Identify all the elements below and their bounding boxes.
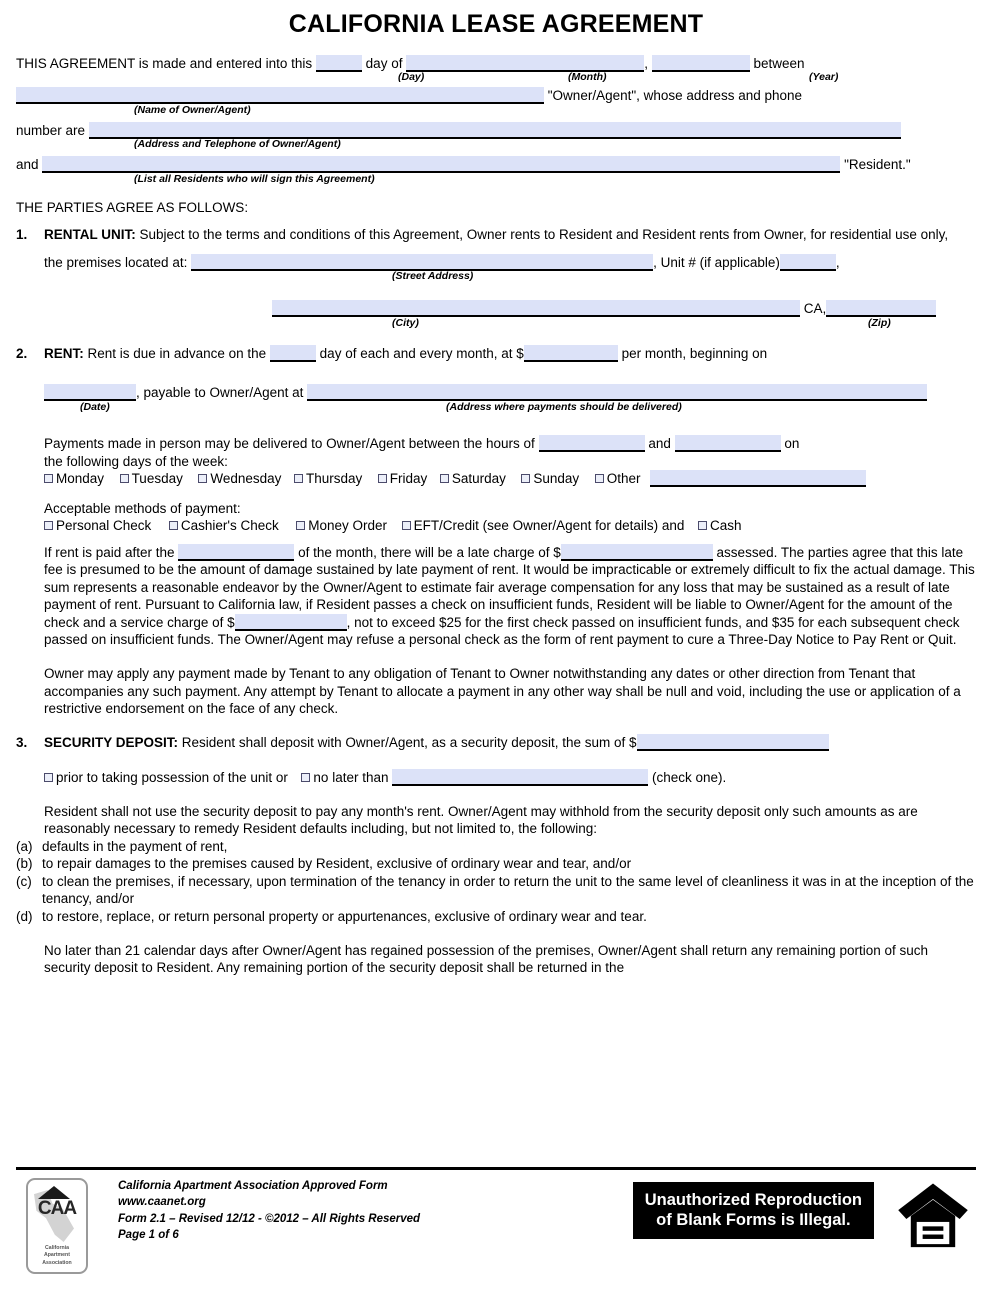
caption-owner-name: (Name of Owner/Agent) [134, 103, 251, 116]
day-label-monday: Monday [56, 471, 105, 487]
street-caption-row [16, 271, 976, 284]
caption-residents: (List all Residents who will sign this Agreement) [134, 172, 375, 185]
rent-begin-date-field[interactable] [44, 384, 136, 401]
month-field[interactable] [406, 55, 644, 72]
list-item [16, 855, 976, 873]
clause-3-security-deposit [16, 734, 976, 752]
days-of-week-row [44, 470, 976, 488]
city-field[interactable] [272, 300, 800, 317]
caption-zip: (Zip) [868, 316, 891, 329]
list-item-text: defaults in the payment of rent, [42, 838, 228, 854]
rent-text-2: day of each and every month, at $ [319, 345, 524, 361]
deposit-withholding-paragraph: Resident shall not use the security deposit to pay any month's rent. Owner/Agent may withhold from the security deposit only such amounts as are reasonably necessary to remedy Resident defaults including, but not limited to, the following: [44, 803, 918, 837]
footer-approved-form-line: California Apartment Association Approved Form [118, 1180, 388, 1192]
clause-1-rental-unit [16, 226, 976, 244]
caption-street-address: (Street Address) [392, 270, 474, 283]
caa-sub-line-2: Apartment [44, 1252, 70, 1259]
parties-agree-heading: THE PARTIES AGREE AS FOLLOWS: [16, 199, 249, 215]
rent-text-1: Rent is due in advance on the [87, 345, 267, 361]
deposit-timing-row [44, 769, 976, 787]
checkbox-thursday[interactable] [294, 474, 303, 483]
list-item-text: to restore, replace, or return personal property or appurtenances, exclusive of ordinary wear and tear. [42, 909, 647, 924]
clause-3-body [44, 734, 976, 752]
payment-methods-label: Acceptable methods of payment: [44, 500, 241, 516]
day-field[interactable] [316, 55, 362, 72]
method-label-personal-check: Personal Check [56, 518, 152, 534]
clause-3-heading: SECURITY DEPOSIT: [44, 734, 179, 750]
day-label-wednesday: Wednesday [210, 471, 282, 487]
clause-3-number: 3. [16, 734, 28, 750]
city-state-zip-line [44, 300, 976, 318]
late-text-1: If rent is paid after the [44, 544, 175, 560]
day-label-tuesday: Tuesday [131, 471, 183, 487]
equal-housing-opportunity-icon [896, 1180, 970, 1252]
list-item-label: (d) [16, 909, 33, 924]
city-zip-caption-row [16, 318, 976, 331]
rent-text-3: per month, beginning on [621, 345, 768, 361]
checkbox-wednesday[interactable] [198, 474, 207, 483]
intro-text-3: between [753, 55, 805, 71]
rent-due-day-field[interactable] [270, 345, 316, 362]
clause-1-text: Subject to the terms and conditions of this Agreement, Owner rents to Resident and Resident rents from Owner, for residential use only, [139, 227, 949, 243]
number-are-text: number are [16, 122, 86, 138]
checkbox-no-later-than[interactable] [301, 773, 310, 782]
late-text-2: of the month, there will be a late charge of $ [298, 544, 561, 560]
other-day-field[interactable] [650, 470, 866, 487]
payment-address-field[interactable] [307, 384, 927, 401]
late-text-3: assessed. The parties agree that this late fee is presumed to be the amount of damage sustained by late payment of rent. It would be impracticable or extremely difficult to fix the actual damage. This sum represents a reasonable endeavor by the Owner/Agent to estimate fair average compensation for any loss that may be sustained as a result of late payment of rent. Pursuant to California law, if Resident passes a check on insufficient funds, Resident will be liable to Owner/Agent for the amount of the check and a [44, 544, 975, 630]
payable-text: , payable to Owner/Agent at [136, 385, 304, 401]
late-charge-paragraph [44, 544, 976, 649]
deposit-option-2-label: no later than [313, 770, 389, 786]
checkbox-cash[interactable] [698, 521, 707, 530]
caa-logo-icon [26, 1178, 88, 1274]
hours-to-field[interactable] [675, 435, 781, 452]
nsf-service-charge-field[interactable] [235, 614, 347, 631]
clause-1-heading: RENTAL UNIT: [44, 227, 136, 243]
caa-logo-mark: CAA [37, 1198, 77, 1219]
late-after-day-field[interactable] [178, 544, 294, 561]
caa-sub-line-1: California [45, 1244, 69, 1251]
resident-quoted-text: "Resident." [844, 157, 911, 173]
and-text: and [16, 157, 39, 173]
checkbox-money-order[interactable] [296, 521, 305, 530]
day-label-friday: Friday [389, 471, 428, 487]
clause-2-body [44, 345, 976, 363]
owner-agent-text: "Owner/Agent", whose address and phone [547, 88, 803, 104]
list-item-text: to clean the premises, if necessary, upon termination of the tenancy in order to return the unit to the same level of cleanliness it was in at the inception of the tenancy, and/or [42, 873, 974, 907]
intro-comma: , [644, 55, 648, 71]
method-label-eft-credit: EFT/Credit (see Owner/Agent for details) and [413, 518, 685, 534]
caption-payment-address: (Address where payments should be delivered) [446, 400, 682, 413]
days-of-week-intro: the following days of the week: [44, 453, 228, 469]
rent-begin-date-line [44, 384, 976, 402]
premises-label: the premises located at: [44, 254, 188, 270]
checkbox-other-day[interactable] [595, 474, 604, 483]
footer-website-line: www.caanet.org [118, 1196, 206, 1209]
deposit-due-date-field[interactable] [392, 769, 648, 786]
caption-month: (Month) [568, 71, 607, 84]
checkbox-prior-to-possession[interactable] [44, 773, 53, 782]
checkbox-cashiers-check[interactable] [169, 521, 178, 530]
document-body [0, 55, 992, 977]
list-item [16, 908, 976, 926]
list-item-label: (c) [16, 873, 32, 889]
deposit-text-1: Resident shall deposit with Owner/Agent, as a security deposit, the sum of $ [181, 734, 637, 750]
method-label-money-order: Money Order [308, 518, 388, 534]
footer-page-number: Page 1 of 6 [118, 1228, 179, 1241]
footer-form-version-line: Form 2.1 – Revised 12/12 - ©2012 – All Rights Reserved [118, 1212, 421, 1225]
checkbox-monday[interactable] [44, 474, 53, 483]
owner-name-field[interactable] [16, 87, 544, 104]
checkbox-friday[interactable] [378, 474, 387, 483]
clause-2-rent [16, 345, 976, 363]
late-text-4: service charge of $ [120, 614, 235, 630]
apply-payment-paragraph: Owner may apply any payment made by Tenant to any obligation of Tenant to Owner notwithstanding any dates or other direction from Tenant that accompanies any such payment. Any attempt by Tenant to allocate a payment in any other way shall be null and void, including the use or application of a restrictive endorsement on the face of any check. [44, 665, 961, 717]
list-item [16, 873, 976, 908]
street-address-field[interactable] [191, 254, 653, 271]
checkbox-saturday[interactable] [440, 474, 449, 483]
payment-methods-row [44, 517, 976, 535]
day-label-other: Other [606, 471, 641, 487]
list-item-text: to repair damages to the premises caused by Resident, exclusive of ordinary wear and tear, and/or [42, 856, 632, 872]
list-item-label: (b) [16, 856, 33, 872]
unauthorized-reproduction-notice [633, 1182, 874, 1239]
checkbox-eft-credit[interactable] [402, 521, 411, 530]
list-item [16, 838, 976, 856]
caa-logo-subtext [28, 1245, 86, 1268]
owner-address-phone-field[interactable] [89, 122, 901, 139]
in-person-on: on [784, 435, 800, 451]
in-person-payments-block [44, 435, 976, 488]
caption-date: (Date) [80, 400, 110, 413]
late-text-5: , not to exceed $25 for the first check passed on insufficient funds, and $35 for each subsequent check passed on insufficient funds. The Owner/Agent may refuse a personal check as the form of rent payment to cure a Three-Day Notice to Pay Rent or Quit. [44, 614, 960, 648]
caption-owner-address: (Address and Telephone of Owner/Agent) [134, 138, 341, 151]
caption-day: (Day) [398, 71, 425, 84]
intro-text-1: THIS AGREEMENT is made and entered into this [16, 55, 313, 71]
security-deposit-amount-field[interactable] [637, 734, 829, 751]
unit-label: , Unit # (if applicable) [653, 254, 780, 270]
intro-line-number [16, 122, 976, 140]
rent-amount-field[interactable] [524, 345, 618, 362]
warning-line-2: of Blank Forms is Illegal. [656, 1211, 851, 1230]
year-field[interactable] [652, 55, 750, 72]
day-label-saturday: Saturday [451, 471, 506, 487]
day-label-thursday: Thursday [305, 471, 363, 487]
footer-form-info [118, 1178, 420, 1243]
caption-city: (City) [392, 316, 419, 329]
caa-sub-line-3: Association [42, 1260, 72, 1267]
checkbox-personal-check[interactable] [44, 521, 53, 530]
owner-name-caption-row [16, 105, 976, 118]
warning-line-1: Unauthorized Reproduction [644, 1191, 862, 1209]
method-label-cashiers-check: Cashier's Check [180, 518, 279, 534]
in-person-and: and [648, 435, 671, 451]
clause-2-heading: RENT: [44, 345, 84, 361]
clause-1-number: 1. [16, 227, 28, 243]
residents-caption-row [16, 174, 976, 187]
page-footer [16, 1167, 976, 1274]
intro-line-owner [16, 87, 976, 105]
intro-line-residents [16, 156, 976, 174]
check-one-note: (check one). [652, 770, 727, 786]
in-person-text-1: Payments made in person may be delivered to Owner/Agent between the hours of [44, 435, 535, 451]
clause-2-number: 2. [16, 345, 28, 361]
owner-address-caption-row [16, 139, 976, 152]
rent-caption-row [16, 402, 976, 415]
intro-text-2: day of [365, 55, 403, 71]
state-label: CA, [803, 301, 827, 317]
date-captions [16, 72, 976, 85]
page-title: CALIFORNIA LEASE AGREEMENT [288, 10, 704, 38]
checkbox-tuesday[interactable] [120, 474, 129, 483]
deposit-return-paragraph: No later than 21 calendar days after Owner/Agent has regained possession of the premises, Owner/Agent shall return any remaining portion of such security deposit to Resident. Any remaining portion of the security deposit shall be returned in the [44, 942, 928, 976]
payment-methods-block [44, 500, 976, 535]
deposit-option-1-label: prior to taking possession of the unit or [56, 770, 288, 786]
list-item-label: (a) [16, 838, 33, 854]
checkbox-sunday[interactable] [521, 474, 530, 483]
intro-line-date [16, 55, 976, 73]
unit-number-field[interactable] [780, 254, 836, 271]
premises-line [44, 254, 976, 272]
deposit-withholding-list [16, 838, 976, 926]
clause-1-body [44, 226, 976, 244]
unit-trailing-comma: , [835, 254, 840, 270]
hours-from-field[interactable] [539, 435, 645, 452]
method-label-cash: Cash [709, 518, 742, 534]
footer-content [16, 1178, 976, 1274]
late-charge-amount-field[interactable] [561, 544, 713, 561]
caption-year: (Year) [809, 71, 839, 84]
residents-field[interactable] [42, 156, 840, 173]
day-label-sunday: Sunday [533, 471, 580, 487]
zip-field[interactable] [826, 300, 936, 317]
footer-divider [16, 1167, 976, 1170]
